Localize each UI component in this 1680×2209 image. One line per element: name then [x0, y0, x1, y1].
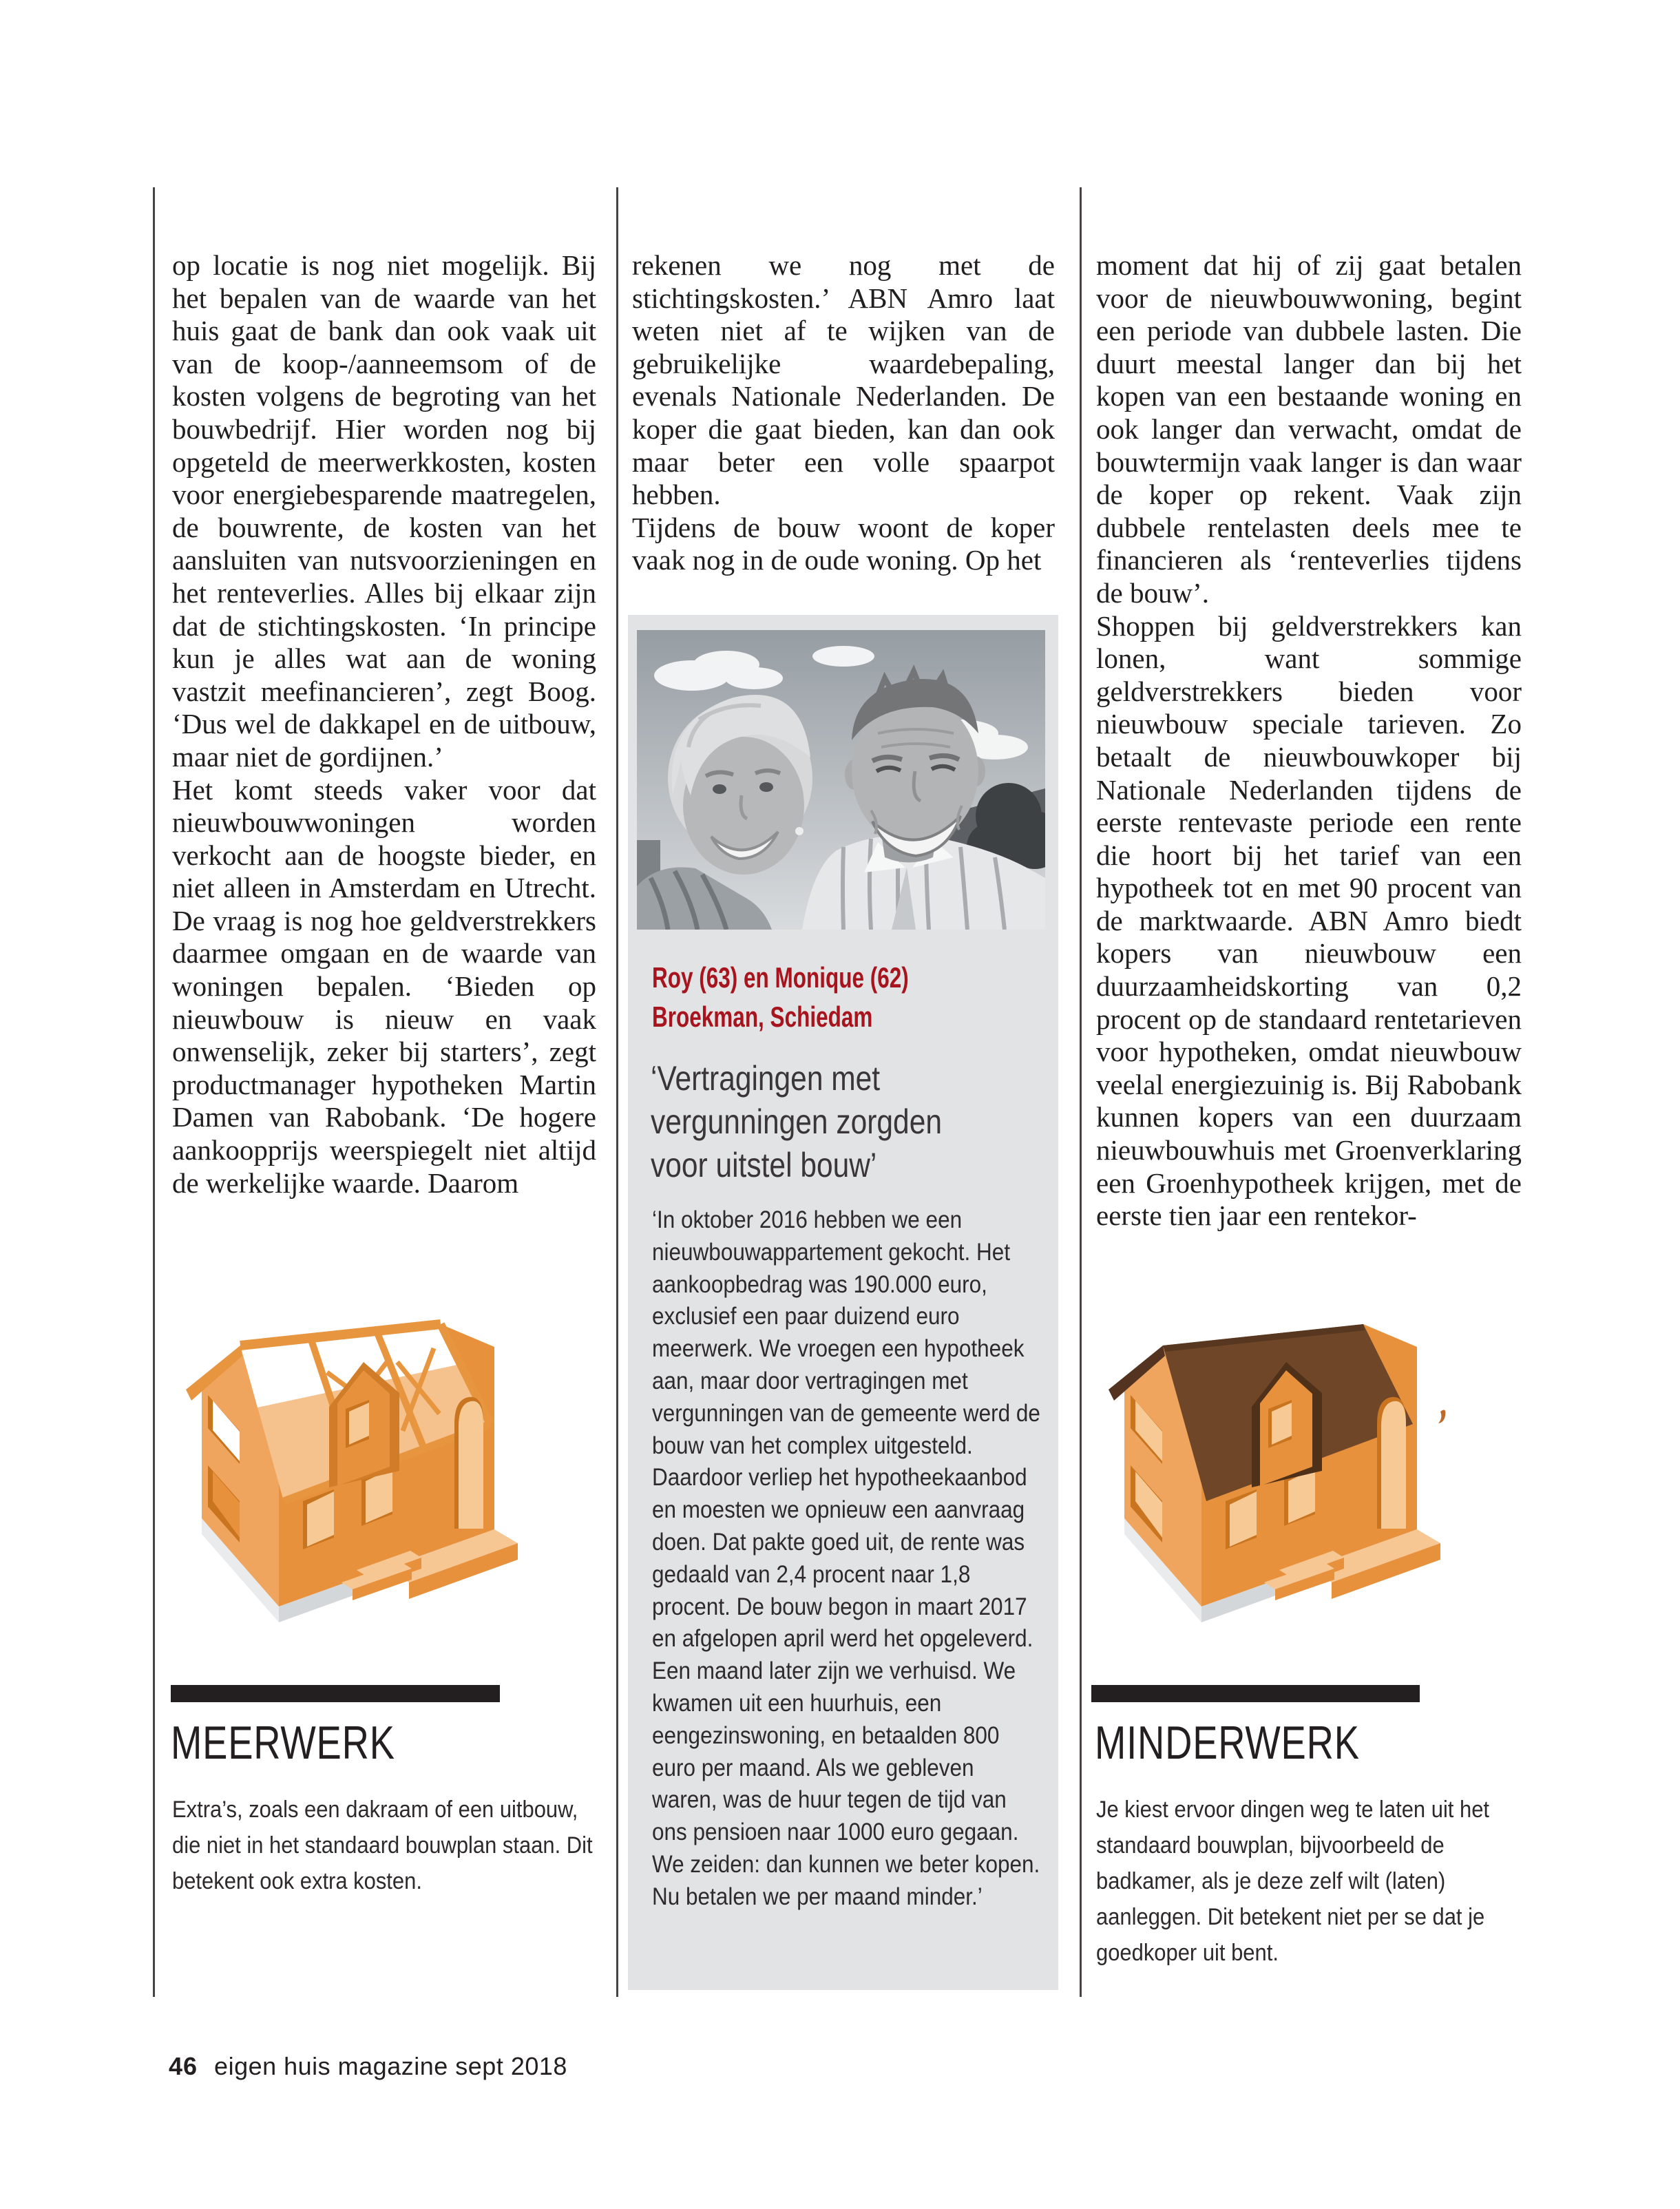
page-number: 46 — [169, 2052, 198, 2080]
article-column-3 — [1096, 249, 1522, 1233]
minderwerk-divider-bar — [1091, 1685, 1420, 1702]
paragraph: op locatie is nog niet mogelijk. Bij het bepalen van de waarde van het huis gaat de bank dan ook vaak uit van de koop-/aanneemsom of de kosten volgens de begroting van het bouwbedrijf. Hier worden nog bij opgeteld de meerwerkkosten, kosten voor energiebesparende maatregelen, de bouwrente, de kosten van het aansluiten van nutsvoorzieningen en het renteverlies. Alles bij elkaar zijn dat de stichtingskosten. ‘In principe kun je alles wat aan de woning vastzit meefinancieren’, zegt Boog. ‘Dus wel de dakkapel en de uitbouw, maar niet de gordijnen.’ — [172, 249, 596, 773]
paragraph: moment dat hij of zij gaat betalen voor de nieuwbouwwoning, begint een periode van dubbele lasten. Die duurt meestal langer dan bij het kopen van een bestaande woning en ook langer dan verwacht, omdat de bouwtermijn vaak langer is dan waar de koper op rekent. Vaak zijn dubbele rentelasten deels mee te financieren als ‘renteverlies tijdens de bouw’. — [1096, 249, 1522, 609]
paragraph: rekenen we nog met de stichtingskosten.’ ABN Amro laat weten niet af te wijken van de gebruikelijke waardebepaling, evenals Nationale Nederlanden. De koper die gaat bieden, kan dan ook maar beter een volle spaarpot hebben. — [632, 249, 1055, 511]
meerwerk-heading: MEERWERK — [171, 1717, 395, 1769]
paragraph: Shoppen bij geldverstrekkers kan lonen, want sommige geldverstrekkers bieden voor nieuwbouw speciale tarieven. Zo betaalt de nieuwbouwkoper bij Nationale Nederlanden tijdens de eerste rentevaste periode een rente die hoort bij het tarief van een hypotheek tot en met 90 procent van de marktwaarde. ABN Amro biedt kopers van nieuwbouw een duurzaamheidskorting van 0,2 procent op de standaard rentetarieven voor hypotheken, omdat nieuwbouw veelal energiezuinig is. Bij Rabobank kunnen kopers van een duurzaam nieuwbouwhuis met Groenverklaring een Groenhypotheek krijgen, met de eerste tien jaar een rentekor- — [1096, 609, 1522, 1232]
paragraph: Tijdens de bouw woont de koper vaak nog in de oude woning. Op het — [632, 511, 1055, 576]
house-under-construction-illustration — [165, 1259, 523, 1644]
case-study-box — [628, 615, 1058, 1990]
pull-quote: ‘Vertragingen met vergunningen zorgden voor uitstel bouw’ — [651, 1059, 942, 1184]
page-left-rule — [153, 187, 155, 1997]
arched-doorway — [1381, 1401, 1406, 1529]
column-divider-2 — [1080, 187, 1082, 1997]
meerwerk-body: Extra’s, zoals een dakraam of een uitbouw, die niet in het standaard bouwplan staan. Dit betekent ook extra kosten. — [172, 1797, 593, 1894]
paragraph: Het komt steeds vaker voor dat nieuwbouwwoningen worden verkocht aan de hoogste bieder, en niet alleen in Amsterdam en Utrecht. De vraag is nog hoe geldverstrekkers daarmee omgaan en de waarde van woningen bepalen. ‘Bieden op nieuwbouw is nieuw en vaak onwenselijk, zeker bij starters’, zegt productmanager hypotheken Martin Damen van Rabobank. ‘De hogere aankoopprijs weerspiegelt niet altijd de werkelijke waarde. Daarom — [172, 773, 596, 1199]
case-study-body: ‘In oktober 2016 hebben we een nieuwbouwappartement gekocht. Het aankoopbedrag was 190.000 euro, exclusief een paar duizend euro meerwerk. We vroegen een hypotheek aan, maar door vertragingen met vergunningen van de gemeente werd de bouw van het complex uitgesteld. Daardoor verliep het hypotheekaanbod en moesten we opnieuw een aanvraag doen. Dat pakte goed uit, de rente was gedaald van 2,4 procent naar 1,8 procent. De bouw begon in maart 2017 en afgelopen april werd het opgeleverd. Een maand later zijn we verhuisd. We kwamen uit een huurhuis, een eengezinswoning, en betaalden 800 euro per maand. Als we gebleven waren, was de huur tegen de tijd van ons pensioen naar 1000 euro gegaan. We zeiden: dan kunnen we beter kopen. Nu betalen we per maand minder.’ — [652, 1206, 1040, 1910]
minderwerk-body: Je kiest ervoor dingen weg te laten uit het standaard bouwplan, bijvoorbeeld de badkamer, als je deze zelf wilt (laten) aanleggen. Dit betekent niet per se dat je goedkoper uit bent. — [1096, 1797, 1490, 1966]
article-column-1 — [172, 249, 596, 1200]
page-footer — [169, 2052, 567, 2081]
caption-line-2: Broekman, Schiedam — [652, 1001, 873, 1033]
finished-house-illustration — [1088, 1259, 1446, 1644]
couple-photo — [637, 630, 1045, 930]
meerwerk-divider-bar — [171, 1685, 500, 1702]
arched-doorway — [459, 1401, 483, 1529]
caption-line-1: Roy (63) en Monique (62) — [652, 961, 909, 994]
minderwerk-heading: MINDERWERK — [1095, 1717, 1360, 1769]
case-study-caption — [652, 958, 909, 1036]
article-column-2 — [632, 249, 1055, 577]
column-divider-1 — [616, 187, 618, 1997]
magazine-name: eigen huis magazine sept 2018 — [214, 2052, 567, 2080]
